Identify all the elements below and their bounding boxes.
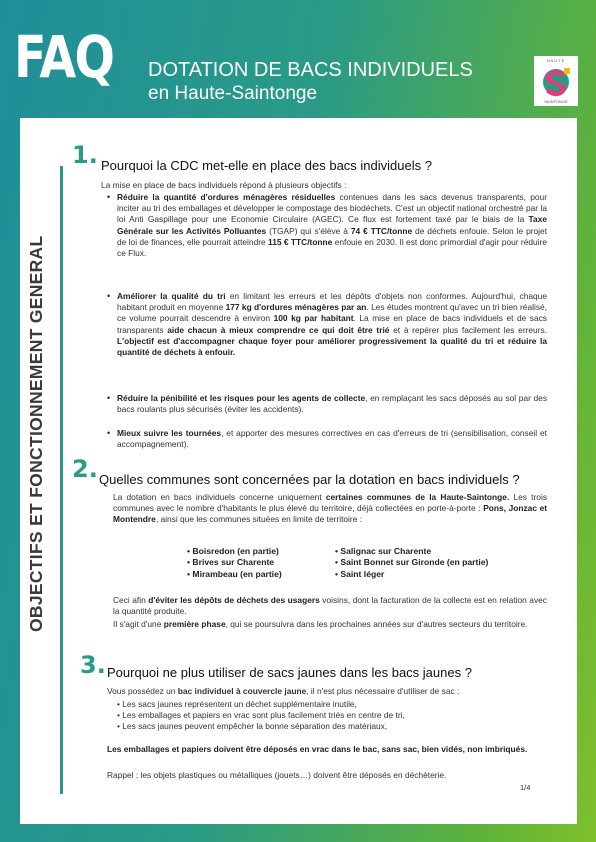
communes-list-left: [187, 546, 282, 580]
faq-logo-text: FAQ: [14, 23, 114, 91]
q1-bullet3: [117, 393, 547, 415]
q2-p1-bold2: Pons, Jonzac et Montendre: [113, 503, 548, 525]
q1-bullet1: [117, 192, 547, 259]
q1-bullet4: [117, 428, 547, 450]
page-number: 1/4: [520, 783, 531, 792]
haute-saintonge-logo: [534, 56, 578, 106]
q2-number: 2.: [72, 455, 98, 483]
q1-b2-text-d: et à repérer plus facilement les erreurs.: [393, 324, 548, 335]
q2-p3-text-b: , qui se poursuivra dans les prochaines années sur d'autres secteurs du territoire.: [225, 619, 528, 629]
commune-item: • Brives sur Charente: [187, 557, 282, 568]
q1-b4-text: , et apporter des mesures correctives en cas d'erreurs de tri (sensibilisation, conseil et accompagnement).: [117, 428, 547, 450]
bullet-icon: •: [107, 393, 111, 403]
q2-p1-text-a: La dotation en bacs individuels concerne uniquement: [113, 492, 322, 502]
q1-intro: La mise en place de bacs individuels répond à plusieurs objectifs :: [101, 180, 347, 190]
q1-b1-text-c: de déchets enfouie. Selon le projet de loi de finances, elle pourrait atteindre: [117, 225, 548, 247]
q3-list: [117, 699, 405, 733]
q1-b1-text-b: (TGAP) qui s'élève à: [269, 225, 348, 236]
commune-item: • Mirambeau (en partie): [187, 569, 282, 580]
q2-p1-text-b: Les trois communes avec le nombre d'habitants le plus élevé du territoire, déjà collectées en porte-à-porte :: [113, 492, 548, 514]
q2-p2-bold: d'éviter les dépôts de déchets des usagers: [148, 595, 320, 605]
q1-b2-text-a: en limitant les erreurs et les dépôts d'objets non conformes. Aujourd'hui, chaque habitant produit en moyenne: [117, 291, 547, 313]
list-item-text: Les sacs jaunes représentent un déchet supplémentaire inutile,: [122, 699, 357, 709]
q3-intro: [107, 686, 459, 697]
q1-b2-bold5: L'objectif est d'accompagner chaque foyer pour améliorer progressivement la qualité du tri et réduire la quantité de déchets à enfouir.: [117, 335, 547, 358]
logo-top-text: HAUTE: [546, 58, 566, 63]
list-item: • Les emballages et papiers en vrac sont plus facilement triés en centre de tri,: [117, 710, 405, 721]
q1-b2-text-b: . Les études montrent qu'avec un tri bien réalisé, ce volume pourrait descendre à environ: [117, 302, 547, 324]
q1-number: 1.: [72, 141, 98, 169]
list-item-text: Les emballages et papiers en vrac sont plus facilement triés en centre de tri,: [122, 710, 405, 721]
q2-p3-text-a: Il s'agit d'une: [113, 619, 162, 629]
q3-rappel: Rappel : les objets plastiques ou métalliques (jouets…) doivent être déposés en déchèterie.: [107, 770, 447, 780]
q3-title: Pourquoi ne plus utiliser de sacs jaunes dans les bacs jaunes ?: [107, 665, 472, 680]
q3-p1-text-b: , il n'est plus nécessaire d'utiliser de sac :: [306, 686, 460, 696]
list-item: • Les sacs jaunes représentent un déchet supplémentaire inutile,: [117, 699, 357, 709]
page-title: [148, 58, 473, 106]
q2-paragraph3: [113, 619, 547, 630]
q3-bold-note: Les emballages et papiers doivent être déposés en vrac dans le bac, sans sac, bien vidés, non imbriqués.: [107, 744, 528, 754]
communes-list-right: [335, 546, 488, 580]
q3-p1-text-a: Vous possédez un: [107, 686, 176, 696]
title-line2: en Haute-Saintonge: [148, 83, 318, 104]
q1-b2-bold3: 100 kg par habitant: [273, 313, 354, 324]
q1-b2-bold2: 177 kg d'ordures ménagères par an: [225, 302, 367, 313]
q1-bullet2: [117, 291, 547, 358]
q2-p2-text-b: voisins, dont la facturation de la collecte est en relation avec la quantité produite.: [113, 595, 547, 617]
commune-item: • Saint léger: [335, 569, 488, 580]
logo-bottom-text: SAINTONGE: [544, 99, 568, 104]
q3-p1-bold: bac individuel à couvercle jaune: [177, 686, 307, 696]
q1-title: Pourquoi la CDC met-elle en place des bacs individuels ?: [101, 158, 432, 173]
q1-b1-text-d: enfouie en 2030. Il est donc primordial d'agir pour réduire ce Flux.: [117, 236, 547, 259]
list-item-text: Les sacs jaunes peuvent empêcher la bonne séparation des matériaux,: [122, 721, 388, 732]
commune-item: • Saint Bonnet sur Gironde (en partie): [335, 557, 488, 568]
q1-b3-bold: Réduire la pénibilité et les risques pour les agents de collecte: [117, 393, 366, 403]
q2-paragraph2: [113, 595, 547, 617]
q1-b4-bold: Mieux suivre les tournées: [117, 428, 222, 438]
q1-b2-text-c: . La mise en place de bacs individuels et de sacs transparents: [117, 313, 547, 335]
commune-item: • Salignac sur Charente: [335, 546, 488, 557]
vertical-section-title: OBJECTIFS ET FONCTIONNEMENT GENERAL: [26, 235, 46, 632]
q2-p2-text-a: Ceci afin: [113, 595, 146, 605]
commune-item: • Boisredon (en partie): [187, 546, 282, 557]
q1-b1-bold2: Taxe Générale sur les Activités Polluantes: [117, 214, 548, 236]
bullet-icon: •: [107, 192, 111, 202]
q2-p3-bold: première phase: [163, 619, 226, 629]
vertical-accent-bar: [60, 166, 63, 794]
title-line1: DOTATION DE BACS INDIVIDUELS: [148, 59, 473, 81]
q2-p1-text-c: , ainsi que les communes situées en limite de territoire :: [155, 514, 363, 525]
list-item: • Les sacs jaunes peuvent empêcher la bonne séparation des matériaux,: [117, 721, 388, 732]
q2-p1-bold: certaines communes de la Haute-Saintonge.: [325, 492, 510, 502]
q3-number: 3.: [80, 651, 106, 679]
q2-paragraph1: [113, 492, 547, 526]
q1-b2-bold4: aide chacun à mieux comprendre ce qui doit être trié: [167, 324, 390, 335]
bullet-icon: •: [107, 291, 111, 301]
q1-b1-bold4: 115 € TTC/tonne: [268, 236, 333, 247]
q1-b2-bold: Améliorer la qualité du tri: [117, 291, 226, 301]
q1-b1-bold3: 74 € TTC/tonne: [350, 225, 413, 236]
q1-b3-text: , en remplaçant les sacs déposés au sol par des bacs roulants plus sécurisés (éviter les accidents).: [117, 393, 548, 415]
bullet-icon: •: [107, 428, 111, 438]
q2-title: Quelles communes sont concernées par la dotation en bacs individuels ?: [99, 472, 520, 487]
q1-b1-text-a: contenues dans les sacs devenus transparents, pour inciter au tri des emballages et développer le compostage des biodéchets. C'est un objectif national orchestré par la loi Anti Gaspillage pour une Economie Circulaire (AGEC). Ce flux est fortement taxé par le biais de la: [117, 192, 547, 225]
q1-b1-bold: Réduire la quantité d'ordures ménagères résiduelles: [117, 192, 336, 202]
